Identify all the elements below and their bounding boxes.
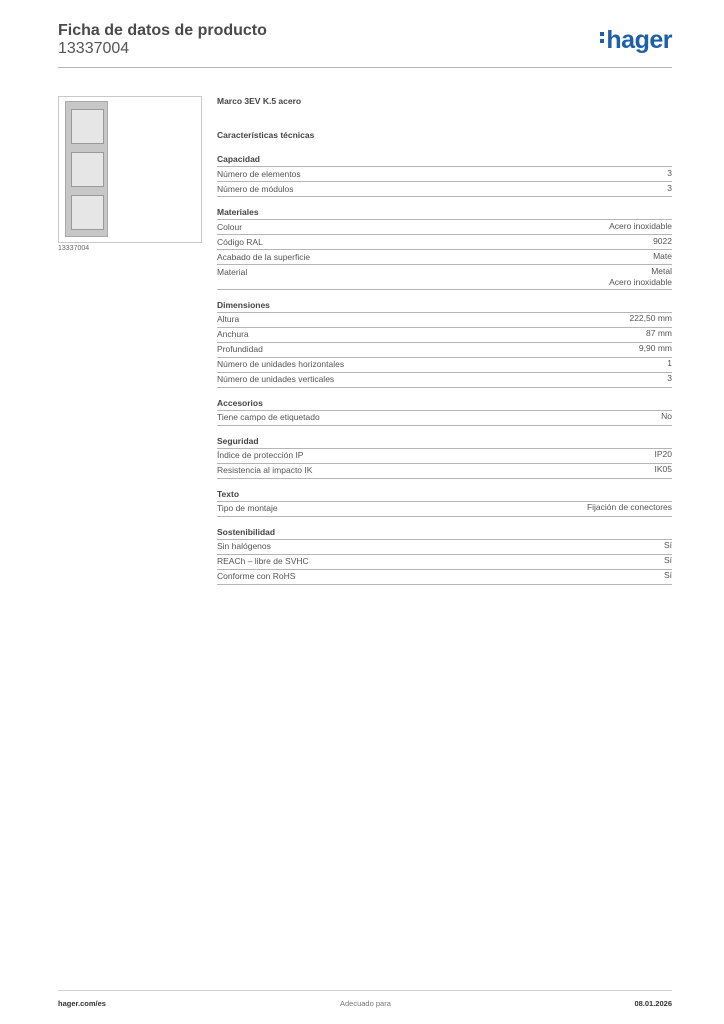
spec-value-line: IP20 [654, 449, 672, 459]
spec-row [217, 265, 672, 290]
spec-label: Anchura [217, 329, 249, 339]
spec-value-line: 3 [667, 167, 672, 178]
tech-heading: Características técnicas [217, 130, 315, 140]
spec-value [609, 266, 672, 289]
spec-value [629, 313, 672, 327]
spec-row [217, 220, 672, 235]
spec-row [217, 313, 672, 328]
spec-value-line: Acero inoxidable [609, 220, 672, 231]
spec-label: Índice de protección IP [217, 450, 304, 460]
spec-value-line: Metal [651, 265, 672, 276]
spec-section [217, 300, 672, 388]
section-title: Capacidad [217, 154, 672, 167]
spec-section [217, 489, 672, 517]
spec-label: Material [217, 266, 248, 277]
spec-value [639, 343, 672, 357]
spec-section [217, 398, 672, 426]
spec-value [655, 464, 673, 478]
spec-label: Código RAL [217, 236, 263, 247]
section-title: Accesorios [217, 398, 672, 411]
spec-label: REACh – libre de SVHC [217, 556, 309, 566]
spec-value-line: Acero inoxidable [609, 277, 672, 287]
spec-value-line: 9,90 mm [638, 343, 672, 353]
spec-label: Sin halógenos [217, 541, 271, 551]
logo-text: hager [606, 26, 672, 54]
section-title: Sostenibilidad [217, 527, 672, 540]
spec-row [217, 449, 672, 464]
spec-value-line: IK05 [654, 464, 672, 474]
product-image [58, 96, 202, 243]
spec-section [217, 436, 672, 479]
spec-value [653, 251, 672, 265]
spec-value [655, 449, 673, 463]
spec-row [217, 464, 672, 479]
spec-value [667, 183, 672, 197]
spec-value-line: 1 [667, 358, 672, 368]
footer-date: 08.01.2026 [634, 999, 672, 1008]
spec-label: Número de módulos [217, 183, 294, 194]
spec-value [667, 358, 672, 372]
spec-row [217, 502, 672, 517]
spec-row [217, 328, 672, 343]
spec-value [609, 221, 672, 235]
image-caption: 13337004 [58, 245, 90, 252]
spec-value [667, 373, 672, 387]
spec-value [587, 502, 672, 516]
spec-section [217, 154, 672, 197]
spec-value [667, 168, 672, 182]
spec-value-line: Mate [653, 250, 672, 261]
spec-label: Colour [217, 221, 243, 232]
spec-row [217, 182, 672, 197]
frame-illustration [65, 101, 108, 237]
spec-value-line: 222,50 mm [629, 313, 672, 323]
spec-value-line: 9022 [653, 235, 672, 246]
spec-value [661, 411, 672, 425]
header-divider [58, 67, 672, 68]
product-code: 13337004 [58, 40, 130, 57]
spec-label: Altura [217, 314, 240, 324]
spec-row [217, 250, 672, 265]
spec-section [217, 207, 672, 290]
spec-value-line: Sí [663, 540, 672, 550]
section-title: Materiales [217, 207, 672, 220]
section-title: Texto [217, 489, 672, 502]
spec-row [217, 235, 672, 250]
spec-value-line: Sí [663, 555, 672, 565]
spec-label: Número de elementos [217, 168, 301, 179]
spec-value [646, 328, 672, 342]
spec-value [664, 570, 672, 584]
spec-section [217, 527, 672, 585]
spec-row [217, 358, 672, 373]
spec-value-line: 3 [667, 373, 672, 383]
product-name: Marco 3EV K.5 acero [217, 96, 302, 106]
spec-content [217, 96, 672, 595]
spec-value-line: Fijación de conectores [586, 502, 672, 512]
spec-row [217, 373, 672, 388]
spec-value [653, 236, 672, 250]
frame-opening [71, 109, 104, 144]
spec-row [217, 167, 672, 182]
spec-row [217, 570, 672, 585]
header-title: Ficha de datos de producto [58, 22, 267, 39]
spec-label: Resistencia al impacto IK [217, 465, 313, 475]
frame-opening [71, 195, 104, 230]
spec-value [664, 555, 672, 569]
spec-label: Tiene campo de etiquetado [217, 412, 320, 422]
spec-label: Conforme con RoHS [217, 571, 296, 581]
spec-label: Número de unidades horizontales [217, 359, 345, 369]
spec-value [664, 540, 672, 554]
spec-row [217, 540, 672, 555]
spec-value-line: No [661, 411, 672, 421]
footer-website[interactable]: hager.com/es [58, 999, 106, 1008]
spec-row [217, 555, 672, 570]
spec-label: Acabado de la superficie [217, 251, 311, 262]
spec-value-line: 87 mm [646, 328, 672, 338]
spec-value-line: 3 [667, 182, 672, 193]
spec-value-line: Sí [663, 570, 672, 580]
hager-logo [600, 26, 672, 55]
section-title: Dimensiones [217, 300, 672, 313]
spec-row [217, 411, 672, 426]
frame-opening [71, 152, 104, 187]
spec-sections [217, 154, 672, 585]
footer-suitable-for: Adecuado para [340, 999, 391, 1008]
footer-divider [58, 990, 672, 991]
spec-label: Tipo de montaje [217, 503, 278, 513]
spec-label: Número de unidades verticales [217, 374, 335, 384]
section-title: Seguridad [217, 436, 672, 449]
spec-row [217, 343, 672, 358]
spec-label: Profundidad [217, 344, 263, 354]
